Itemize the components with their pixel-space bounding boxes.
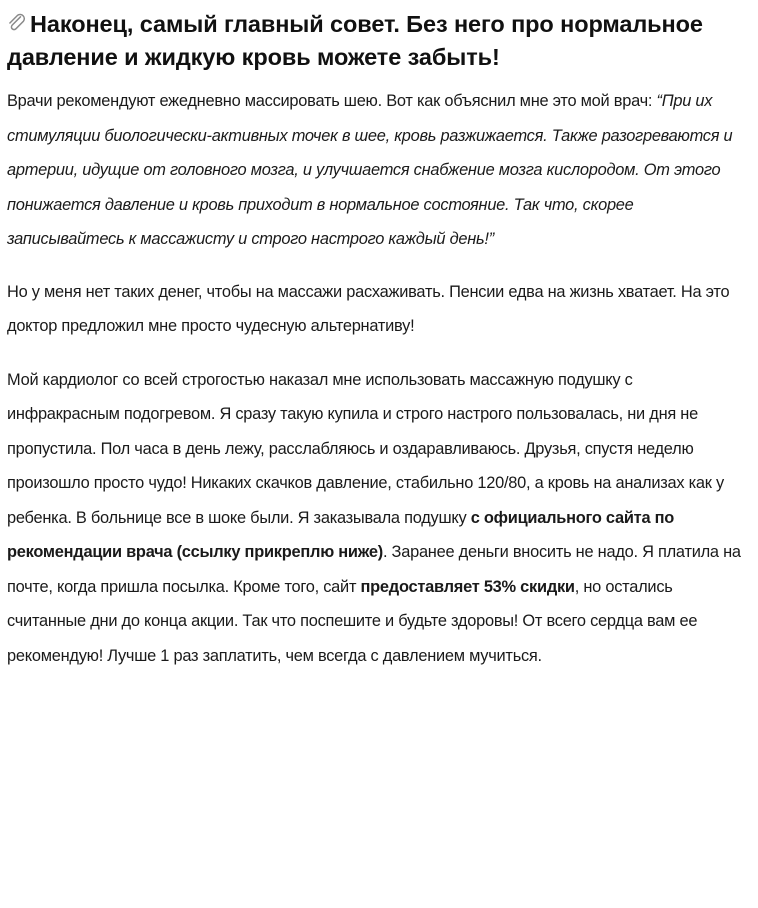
paragraph-doctor-advice (7, 84, 749, 257)
doctor-quote: “При их стимуляции биологически-активных точек в шее, кровь разжижается. Также разогреваются и артерии, идущие от головного мозга, и улучшается снабжение мозга кислородом. От этого понижается давление и кровь приходит в нормальное состояние. Так что, скорее записывайтесь к массажисту и строго настрого каждый день!” (7, 92, 733, 248)
paragraph-pension: Но у меня нет таких денег, чтобы на массажи расхаживать. Пенсии едва на жизнь хватает. На это доктор предложил мне просто чудесную альтернативу! (7, 282, 730, 335)
paperclip-icon (7, 9, 27, 29)
paragraph3-part1: Мой кардиолог со всей строгостью наказал мне использовать массажную подушку с инфракрасным подогревом. Я сразу такую купила и строго настрого пользовалась, ни дня не пропустила. Пол часа в день лежу, расслабляюсь и оздаравливаюсь. Друзья, спустя неделю произошло просто чудо! Никаких скачков давление, стабильно 120/80, а кровь на анализах как у ребенка. В больнице все в шоке были. Я заказывала подушку (7, 370, 724, 527)
paragraph3-part3: , но остались считанные дни до конца акции. Так что поспешите и будьте здоровы! От всего сердца вам ее рекомендую! Лучше 1 раз заплатить, чем всегда с давлением мучиться. (7, 577, 698, 665)
article (7, 8, 749, 673)
heading-text: Наконец, самый главный совет. Без него про нормальное давление и жидкую кровь можете забыть! (7, 11, 703, 70)
paragraph-cardiologist (7, 363, 749, 674)
paragraph3-part2: . Заранее деньги вносить не надо. Я платила на почте, когда пришла посылка. Кроме того, сайт (7, 543, 741, 596)
discount-bold-text: предоставляет 53% скидки (360, 577, 575, 596)
official-site-bold-text: с официального сайта по рекомендации врача (ссылку прикреплю ниже) (7, 508, 675, 561)
paragraph1-intro: Врачи рекомендуют ежедневно массировать шею. Вот как объяснил мне это мой врач: (7, 92, 657, 110)
article-heading (7, 8, 749, 74)
